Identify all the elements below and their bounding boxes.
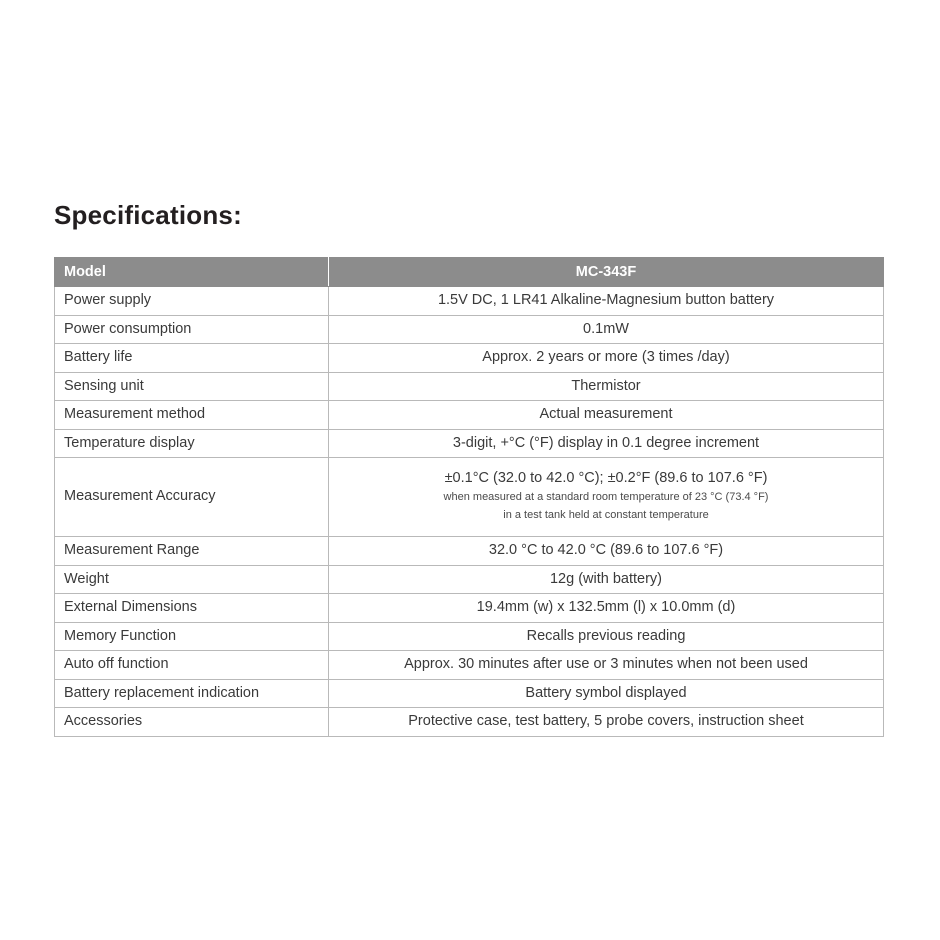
table-row bbox=[55, 401, 884, 430]
accuracy-note-room-temperature: when measured at a standard room temperature of 23 °C (73.4 °F) bbox=[443, 491, 769, 504]
row-value-auto-off-function: Approx. 30 minutes after use or 3 minutes when not been used bbox=[329, 651, 884, 680]
row-label-measurement-range: Measurement Range bbox=[55, 537, 329, 566]
row-label-battery-life: Battery life bbox=[55, 344, 329, 373]
row-label-memory-function: Memory Function bbox=[55, 622, 329, 651]
accuracy-note-test-tank: in a test tank held at constant temperature bbox=[503, 508, 709, 521]
specifications-table bbox=[54, 257, 884, 737]
page-title: Specifications: bbox=[54, 200, 242, 230]
row-value-power-supply: 1.5V DC, 1 LR41 Alkaline-Magnesium button battery bbox=[329, 287, 884, 316]
table-header-row bbox=[55, 258, 884, 287]
table-row bbox=[55, 537, 884, 566]
table-row bbox=[55, 429, 884, 458]
row-label-power-consumption: Power consumption bbox=[55, 315, 329, 344]
row-label-external-dimensions: External Dimensions bbox=[55, 594, 329, 623]
row-value-measurement-accuracy-cell bbox=[329, 458, 884, 537]
table-row bbox=[55, 594, 884, 623]
row-label-battery-replacement-indication: Battery replacement indication bbox=[55, 679, 329, 708]
table-row bbox=[55, 622, 884, 651]
table-row bbox=[55, 679, 884, 708]
row-value-battery-replacement-indication: Battery symbol displayed bbox=[329, 679, 884, 708]
row-label-accessories: Accessories bbox=[55, 708, 329, 737]
row-value-temperature-display: 3-digit, +°C (°F) display in 0.1 degree increment bbox=[329, 429, 884, 458]
table-row bbox=[55, 565, 884, 594]
row-label-power-supply: Power supply bbox=[55, 287, 329, 316]
row-value-accessories: Protective case, test battery, 5 probe covers, instruction sheet bbox=[329, 708, 884, 737]
table-row bbox=[55, 372, 884, 401]
row-value-sensing-unit: Thermistor bbox=[329, 372, 884, 401]
row-label-auto-off-function: Auto off function bbox=[55, 651, 329, 680]
row-value-external-dimensions: 19.4mm (w) x 132.5mm (l) x 10.0mm (d) bbox=[329, 594, 884, 623]
row-value-measurement-accuracy: ±0.1°C (32.0 to 42.0 °C); ±0.2°F (89.6 to 107.6 °F) bbox=[444, 469, 768, 486]
row-label-sensing-unit: Sensing unit bbox=[55, 372, 329, 401]
table-row bbox=[55, 708, 884, 737]
row-label-temperature-display: Temperature display bbox=[55, 429, 329, 458]
table-row bbox=[55, 458, 884, 537]
row-value-measurement-range: 32.0 °C to 42.0 °C (89.6 to 107.6 °F) bbox=[329, 537, 884, 566]
row-value-battery-life: Approx. 2 years or more (3 times /day) bbox=[329, 344, 884, 373]
row-value-weight: 12g (with battery) bbox=[329, 565, 884, 594]
table-row bbox=[55, 287, 884, 316]
row-label-weight: Weight bbox=[55, 565, 329, 594]
row-label-measurement-accuracy: Measurement Accuracy bbox=[55, 458, 329, 537]
table-row bbox=[55, 651, 884, 680]
row-label-measurement-method: Measurement method bbox=[55, 401, 329, 430]
row-value-memory-function: Recalls previous reading bbox=[329, 622, 884, 651]
header-model-value: MC-343F bbox=[329, 258, 884, 287]
table-row bbox=[55, 344, 884, 373]
row-value-measurement-method: Actual measurement bbox=[329, 401, 884, 430]
table-row bbox=[55, 315, 884, 344]
header-model-label: Model bbox=[55, 258, 329, 287]
row-value-power-consumption: 0.1mW bbox=[329, 315, 884, 344]
